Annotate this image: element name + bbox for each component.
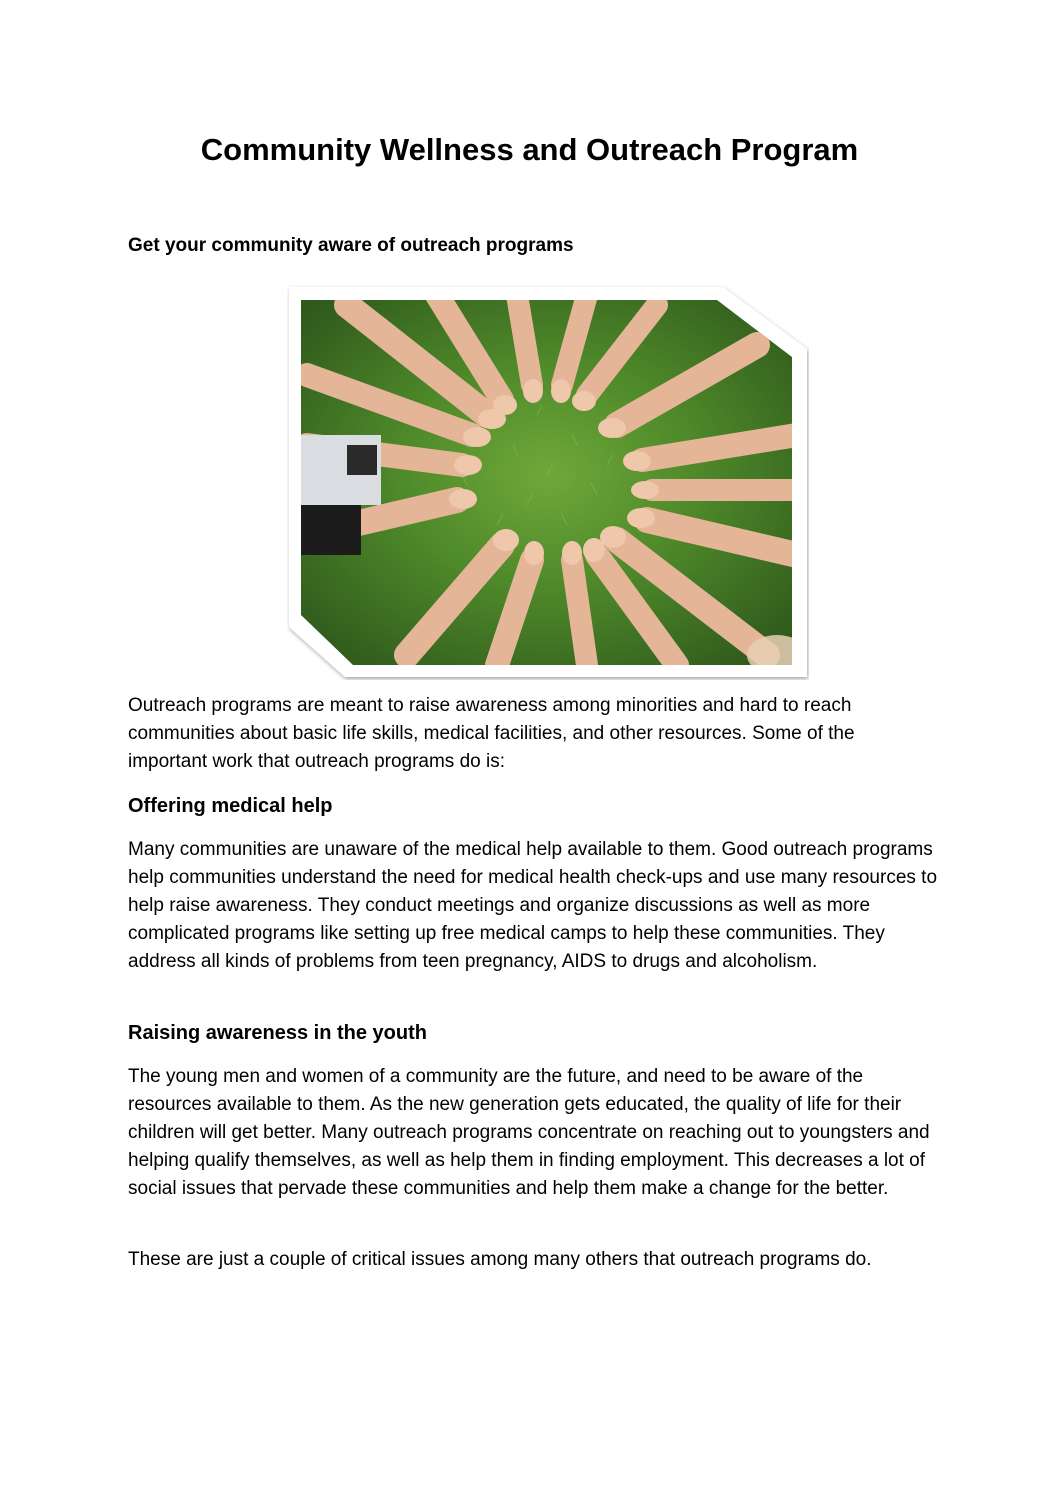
page-subtitle: Get your community aware of outreach programs [128, 235, 574, 256]
section-heading-youth: Raising awareness in the youth [128, 1022, 427, 1044]
page-title: Community Wellness and Outreach Program [200, 132, 859, 167]
hands-circle-photo [287, 285, 809, 680]
section-body-medical-help [128, 836, 938, 976]
hands-circle-illustration [287, 285, 809, 680]
youth-text: The young men and women of a community are the future, and need to be aware of the resources available to them. As the new generation gets educated, the quality of life for their children will get better. Many outreach programs concentrate on reaching out to youngsters and helping qualify themselves, as well as help them in finding employment. This decreases a lot of social issues that pervade these communities and help them make a change for the better. [128, 1066, 930, 1199]
medical-help-text: Many communities are unaware of the medical help available to them. Good outreach programs help communities understand the need for medical health check-ups and use many resources to help raise awareness. They conduct meetings and organize discussions as well as more complicated programs like setting up free medical camps to help these communities. They address all kinds of problems from teen pregnancy, AIDS to drugs and alcoholism. [128, 839, 938, 972]
intro-paragraph [128, 692, 938, 776]
closing-text: These are just a couple of critical issues among many others that outreach programs do. [128, 1249, 872, 1270]
intro-text: Outreach programs are meant to raise awareness among minorities and hard to reach communities about basic life skills, medical facilities, and other resources. Some of the important work that outreach programs do is: [128, 695, 855, 772]
closing-paragraph [128, 1246, 938, 1274]
section-heading-medical-help: Offering medical help [128, 795, 333, 817]
section-body-youth [128, 1063, 938, 1203]
